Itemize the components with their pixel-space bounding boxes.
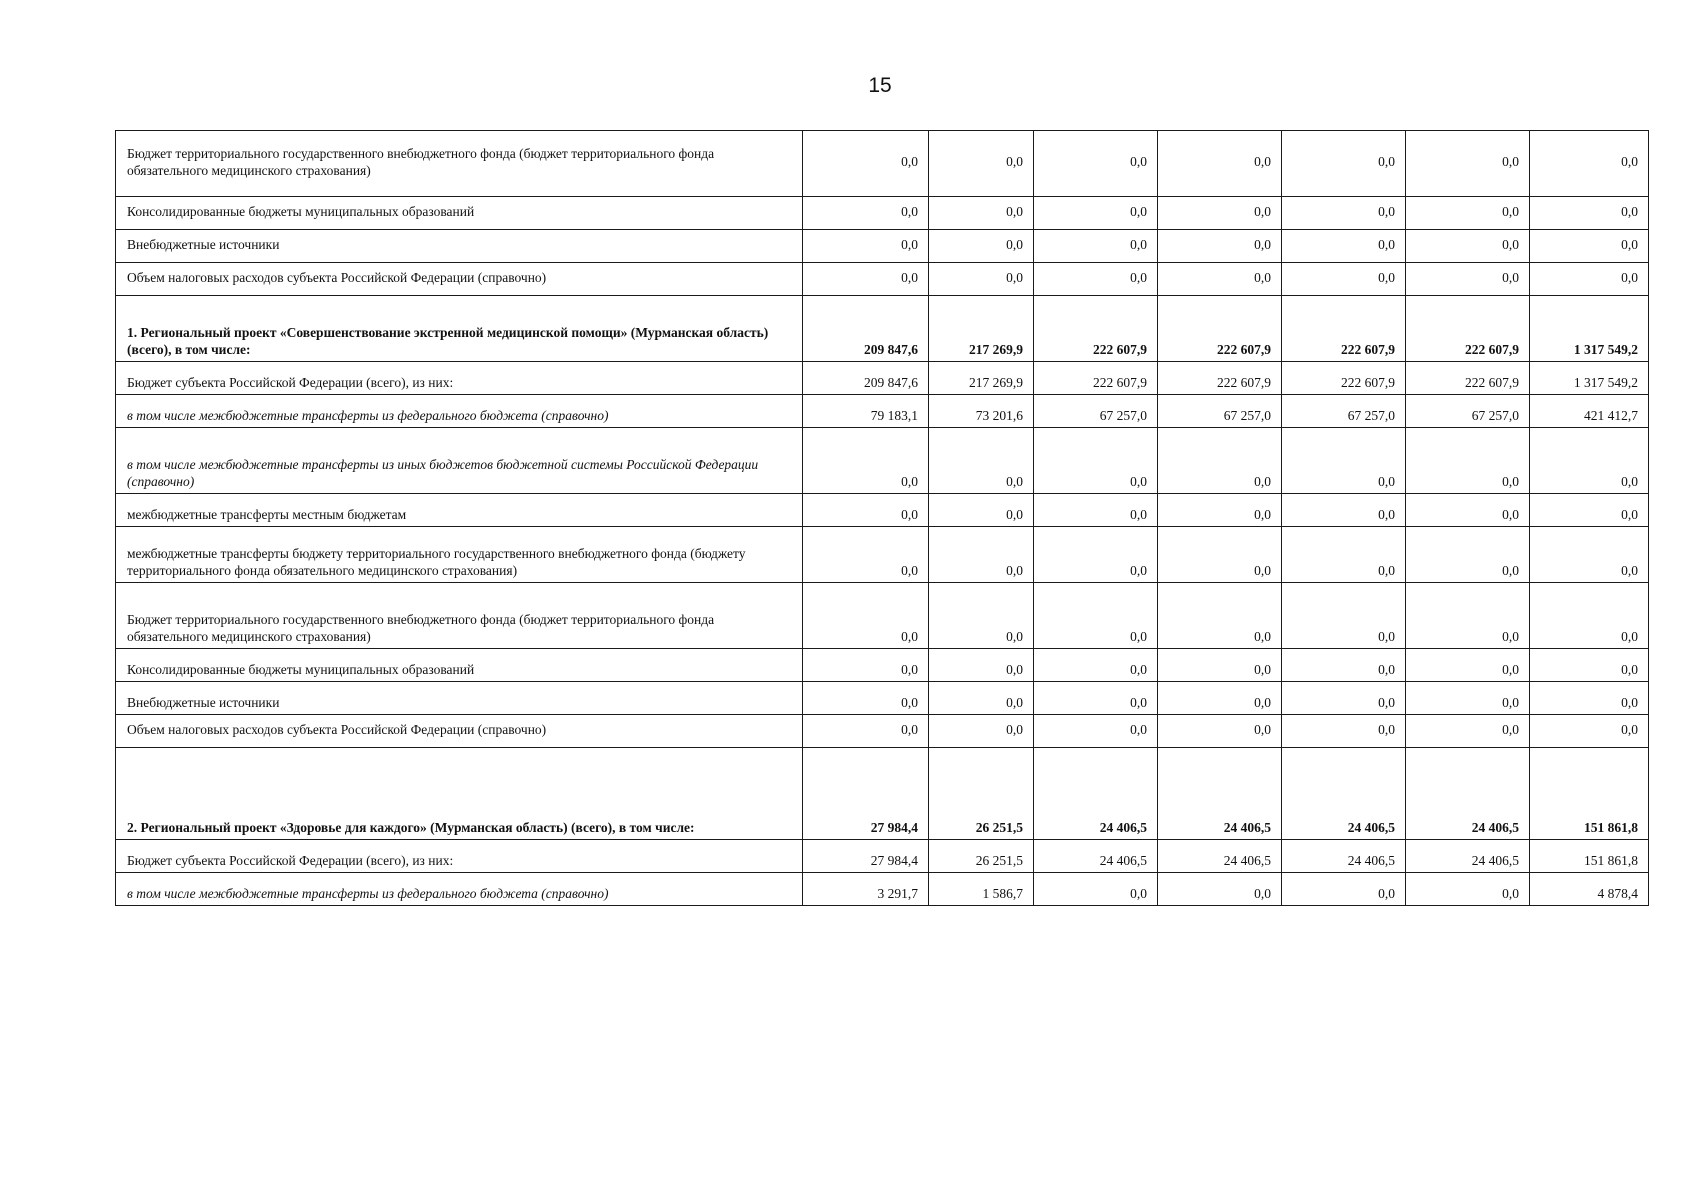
- value-cell: 0,0: [1406, 197, 1530, 230]
- value-cell: 0,0: [1406, 131, 1530, 197]
- row-label: в том числе межбюджетные трансферты из федерального бюджета (справочно): [116, 395, 803, 428]
- value-cell: 0,0: [1530, 197, 1649, 230]
- value-cell: 0,0: [1282, 131, 1406, 197]
- value-cell: 73 201,6: [929, 395, 1034, 428]
- table-row: [116, 296, 1649, 362]
- value-cell: 0,0: [1282, 527, 1406, 583]
- value-cell: 0,0: [1530, 263, 1649, 296]
- table-row: [116, 263, 1649, 296]
- value-cell: 0,0: [1530, 131, 1649, 197]
- value-cell: 0,0: [1158, 682, 1282, 715]
- value-cell: 0,0: [929, 263, 1034, 296]
- value-cell: 0,0: [1282, 494, 1406, 527]
- row-label: Консолидированные бюджеты муниципальных образований: [116, 649, 803, 682]
- value-cell: 0,0: [1530, 230, 1649, 263]
- row-label: 1. Региональный проект «Совершенствование экстренной медицинской помощи» (Мурманская область) (всего), в том числе:: [116, 296, 803, 362]
- value-cell: 0,0: [1034, 428, 1158, 494]
- value-cell: 24 406,5: [1406, 840, 1530, 873]
- table-row: [116, 840, 1649, 873]
- value-cell: 79 183,1: [803, 395, 929, 428]
- value-cell: 0,0: [1530, 494, 1649, 527]
- value-cell: 24 406,5: [1158, 748, 1282, 840]
- value-cell: 26 251,5: [929, 748, 1034, 840]
- value-cell: 67 257,0: [1158, 395, 1282, 428]
- value-cell: 0,0: [1282, 583, 1406, 649]
- value-cell: 0,0: [1282, 682, 1406, 715]
- value-cell: 24 406,5: [1406, 748, 1530, 840]
- row-label: Внебюджетные источники: [116, 230, 803, 263]
- value-cell: 1 586,7: [929, 873, 1034, 906]
- value-cell: 0,0: [803, 649, 929, 682]
- row-label: Бюджет субъекта Российской Федерации (всего), из них:: [116, 840, 803, 873]
- value-cell: 0,0: [1034, 197, 1158, 230]
- value-cell: 0,0: [1406, 682, 1530, 715]
- value-cell: 0,0: [1158, 873, 1282, 906]
- table-row: [116, 494, 1649, 527]
- value-cell: 1 317 549,2: [1530, 362, 1649, 395]
- value-cell: 0,0: [1282, 428, 1406, 494]
- value-cell: 222 607,9: [1034, 362, 1158, 395]
- value-cell: 0,0: [1034, 715, 1158, 748]
- row-label: Бюджет субъекта Российской Федерации (всего), из них:: [116, 362, 803, 395]
- value-cell: 0,0: [929, 197, 1034, 230]
- value-cell: 0,0: [1530, 527, 1649, 583]
- value-cell: 24 406,5: [1158, 840, 1282, 873]
- table-row: [116, 873, 1649, 906]
- value-cell: 0,0: [803, 527, 929, 583]
- value-cell: 0,0: [1282, 873, 1406, 906]
- row-label: межбюджетные трансферты местным бюджетам: [116, 494, 803, 527]
- value-cell: 0,0: [929, 583, 1034, 649]
- value-cell: 3 291,7: [803, 873, 929, 906]
- value-cell: 0,0: [1158, 428, 1282, 494]
- value-cell: 222 607,9: [1282, 362, 1406, 395]
- value-cell: 0,0: [1034, 649, 1158, 682]
- value-cell: 0,0: [1158, 494, 1282, 527]
- value-cell: 24 406,5: [1034, 748, 1158, 840]
- table-row: [116, 131, 1649, 197]
- value-cell: 0,0: [803, 583, 929, 649]
- value-cell: 0,0: [1406, 649, 1530, 682]
- value-cell: 0,0: [1282, 263, 1406, 296]
- table-row: [116, 527, 1649, 583]
- budget-table-body: [116, 131, 1649, 906]
- row-label: Объем налоговых расходов субъекта Российской Федерации (справочно): [116, 263, 803, 296]
- value-cell: 0,0: [803, 263, 929, 296]
- value-cell: 0,0: [1406, 527, 1530, 583]
- value-cell: 222 607,9: [1158, 296, 1282, 362]
- row-label: Объем налоговых расходов субъекта Российской Федерации (справочно): [116, 715, 803, 748]
- value-cell: 0,0: [1158, 583, 1282, 649]
- value-cell: 217 269,9: [929, 296, 1034, 362]
- value-cell: 0,0: [1158, 715, 1282, 748]
- value-cell: 0,0: [803, 428, 929, 494]
- page-number: 15: [868, 74, 892, 97]
- value-cell: 0,0: [929, 649, 1034, 682]
- table-row: [116, 362, 1649, 395]
- value-cell: 0,0: [1034, 527, 1158, 583]
- value-cell: 0,0: [1282, 649, 1406, 682]
- value-cell: 151 861,8: [1530, 840, 1649, 873]
- value-cell: 0,0: [929, 682, 1034, 715]
- value-cell: 222 607,9: [1282, 296, 1406, 362]
- value-cell: 0,0: [1530, 715, 1649, 748]
- table-row: [116, 682, 1649, 715]
- value-cell: 0,0: [1158, 230, 1282, 263]
- value-cell: 67 257,0: [1034, 395, 1158, 428]
- value-cell: 24 406,5: [1282, 840, 1406, 873]
- value-cell: 222 607,9: [1158, 362, 1282, 395]
- value-cell: 0,0: [803, 230, 929, 263]
- value-cell: 0,0: [1158, 131, 1282, 197]
- value-cell: 24 406,5: [1034, 840, 1158, 873]
- table-row: [116, 395, 1649, 428]
- row-label: в том числе межбюджетные трансферты из федерального бюджета (справочно): [116, 873, 803, 906]
- value-cell: 26 251,5: [929, 840, 1034, 873]
- budget-table: [115, 130, 1649, 906]
- value-cell: 151 861,8: [1530, 748, 1649, 840]
- value-cell: 222 607,9: [1034, 296, 1158, 362]
- row-label: Консолидированные бюджеты муниципальных образований: [116, 197, 803, 230]
- value-cell: 0,0: [1530, 649, 1649, 682]
- value-cell: 67 257,0: [1282, 395, 1406, 428]
- table-row: [116, 230, 1649, 263]
- value-cell: 0,0: [1158, 197, 1282, 230]
- value-cell: 0,0: [803, 131, 929, 197]
- value-cell: 209 847,6: [803, 296, 929, 362]
- value-cell: 0,0: [1406, 494, 1530, 527]
- value-cell: 0,0: [1282, 715, 1406, 748]
- value-cell: 0,0: [929, 715, 1034, 748]
- value-cell: 0,0: [1034, 873, 1158, 906]
- table-row: [116, 583, 1649, 649]
- value-cell: 0,0: [1530, 428, 1649, 494]
- row-label: межбюджетные трансферты бюджету территориального государственного внебюджетного фонда (бюджету территориального фонда обязательного медицинского страхования): [116, 527, 803, 583]
- table-row: [116, 428, 1649, 494]
- value-cell: 0,0: [929, 131, 1034, 197]
- table-row: [116, 197, 1649, 230]
- value-cell: 0,0: [929, 428, 1034, 494]
- value-cell: 27 984,4: [803, 748, 929, 840]
- value-cell: 209 847,6: [803, 362, 929, 395]
- value-cell: 0,0: [1406, 230, 1530, 263]
- value-cell: 0,0: [1158, 649, 1282, 682]
- value-cell: 0,0: [1406, 428, 1530, 494]
- value-cell: 217 269,9: [929, 362, 1034, 395]
- value-cell: 0,0: [803, 682, 929, 715]
- table-row: [116, 748, 1649, 840]
- table-row: [116, 715, 1649, 748]
- value-cell: 0,0: [1034, 131, 1158, 197]
- value-cell: 4 878,4: [1530, 873, 1649, 906]
- value-cell: 0,0: [1406, 873, 1530, 906]
- value-cell: 0,0: [1530, 583, 1649, 649]
- value-cell: 222 607,9: [1406, 296, 1530, 362]
- value-cell: 222 607,9: [1406, 362, 1530, 395]
- value-cell: 0,0: [1034, 682, 1158, 715]
- value-cell: 0,0: [1282, 197, 1406, 230]
- value-cell: 0,0: [1406, 715, 1530, 748]
- value-cell: 0,0: [1282, 230, 1406, 263]
- value-cell: 0,0: [1158, 263, 1282, 296]
- value-cell: 0,0: [1158, 527, 1282, 583]
- value-cell: 0,0: [1034, 494, 1158, 527]
- value-cell: 0,0: [1406, 583, 1530, 649]
- value-cell: 0,0: [1034, 583, 1158, 649]
- value-cell: 67 257,0: [1406, 395, 1530, 428]
- row-label: в том числе межбюджетные трансферты из иных бюджетов бюджетной системы Российской Федерации (справочно): [116, 428, 803, 494]
- table-row: [116, 649, 1649, 682]
- value-cell: 0,0: [929, 494, 1034, 527]
- value-cell: 0,0: [803, 197, 929, 230]
- value-cell: 0,0: [1034, 230, 1158, 263]
- value-cell: 0,0: [1034, 263, 1158, 296]
- value-cell: 1 317 549,2: [1530, 296, 1649, 362]
- value-cell: 0,0: [929, 527, 1034, 583]
- row-label: 2. Региональный проект «Здоровье для каждого» (Мурманская область) (всего), в том числе:: [116, 748, 803, 840]
- value-cell: 0,0: [1530, 682, 1649, 715]
- row-label: Бюджет территориального государственного внебюджетного фонда (бюджет территориального фонда обязательного медицинского страхования): [116, 583, 803, 649]
- value-cell: 0,0: [803, 715, 929, 748]
- row-label: Внебюджетные источники: [116, 682, 803, 715]
- value-cell: 421 412,7: [1530, 395, 1649, 428]
- value-cell: 0,0: [929, 230, 1034, 263]
- value-cell: 0,0: [1406, 263, 1530, 296]
- value-cell: 24 406,5: [1282, 748, 1406, 840]
- row-label: Бюджет территориального государственного внебюджетного фонда (бюджет территориального фонда обязательного медицинского страхования): [116, 131, 803, 197]
- value-cell: 0,0: [803, 494, 929, 527]
- value-cell: 27 984,4: [803, 840, 929, 873]
